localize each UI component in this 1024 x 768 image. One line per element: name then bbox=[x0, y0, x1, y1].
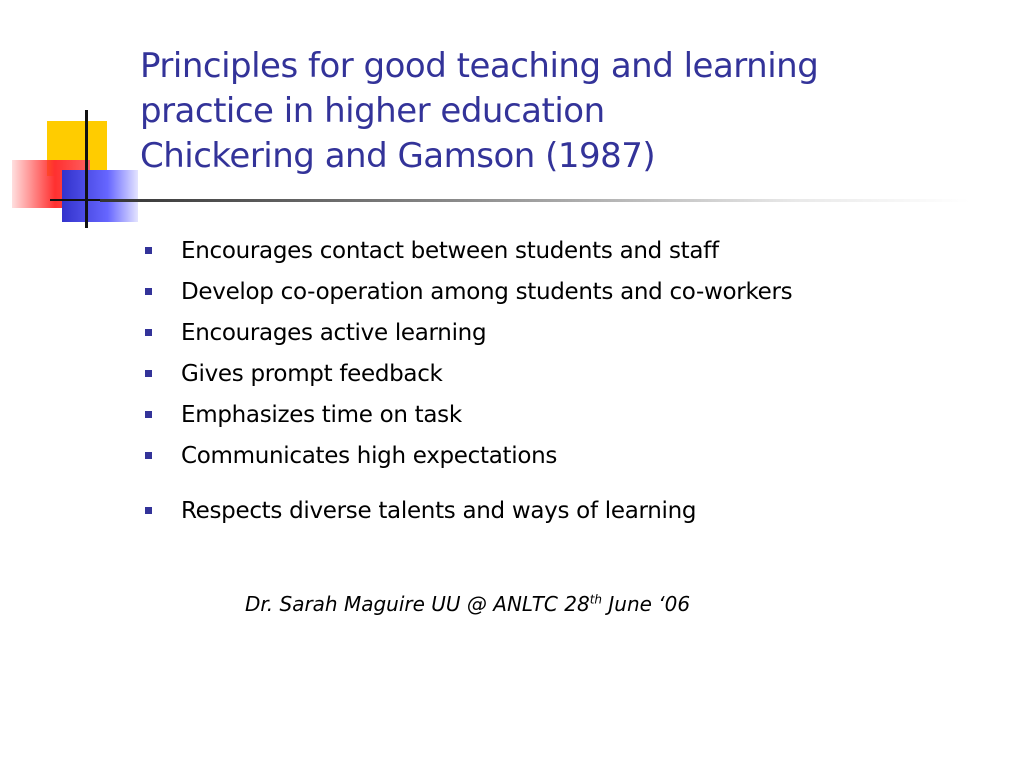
bullet-text: Emphasizes time on task bbox=[181, 401, 462, 428]
footer-date: June ‘06 bbox=[602, 592, 691, 616]
footer-credit bbox=[245, 592, 690, 616]
square-bullet-icon bbox=[145, 452, 152, 459]
bullet-text: Gives prompt feedback bbox=[181, 360, 443, 387]
square-bullet-icon bbox=[145, 329, 152, 336]
bullet-list bbox=[145, 230, 792, 531]
title-line-3: Chickering and Gamson (1987) bbox=[140, 136, 656, 176]
slide-title bbox=[140, 44, 1000, 179]
list-item bbox=[145, 435, 792, 476]
bullet-text: Communicates high expectations bbox=[181, 442, 558, 469]
list-item bbox=[145, 394, 792, 435]
bullet-text: Encourages active learning bbox=[181, 319, 487, 346]
list-item bbox=[145, 353, 792, 394]
title-line-1: Principles for good teaching and learning bbox=[140, 46, 819, 86]
square-bullet-icon bbox=[145, 370, 152, 377]
square-bullet-icon bbox=[145, 288, 152, 295]
list-item bbox=[145, 230, 792, 271]
bullet-text: Encourages contact between students and staff bbox=[181, 237, 719, 264]
footer-superscript: th bbox=[589, 592, 603, 607]
title-line-2: practice in higher education bbox=[140, 91, 605, 131]
square-bullet-icon bbox=[145, 411, 152, 418]
title-underline-rule bbox=[100, 199, 970, 202]
list-item bbox=[145, 271, 792, 312]
bullet-text: Develop co-operation among students and co-workers bbox=[181, 278, 793, 305]
list-item bbox=[145, 490, 792, 531]
square-bullet-icon bbox=[145, 247, 152, 254]
square-bullet-icon bbox=[145, 507, 152, 514]
bullet-text: Respects diverse talents and ways of learning bbox=[181, 497, 697, 524]
list-item bbox=[145, 312, 792, 353]
footer-text: Dr. Sarah Maguire UU @ ANLTC 28 bbox=[245, 592, 590, 616]
decorative-vertical-line bbox=[85, 110, 88, 228]
decorative-blue-square bbox=[62, 170, 138, 222]
